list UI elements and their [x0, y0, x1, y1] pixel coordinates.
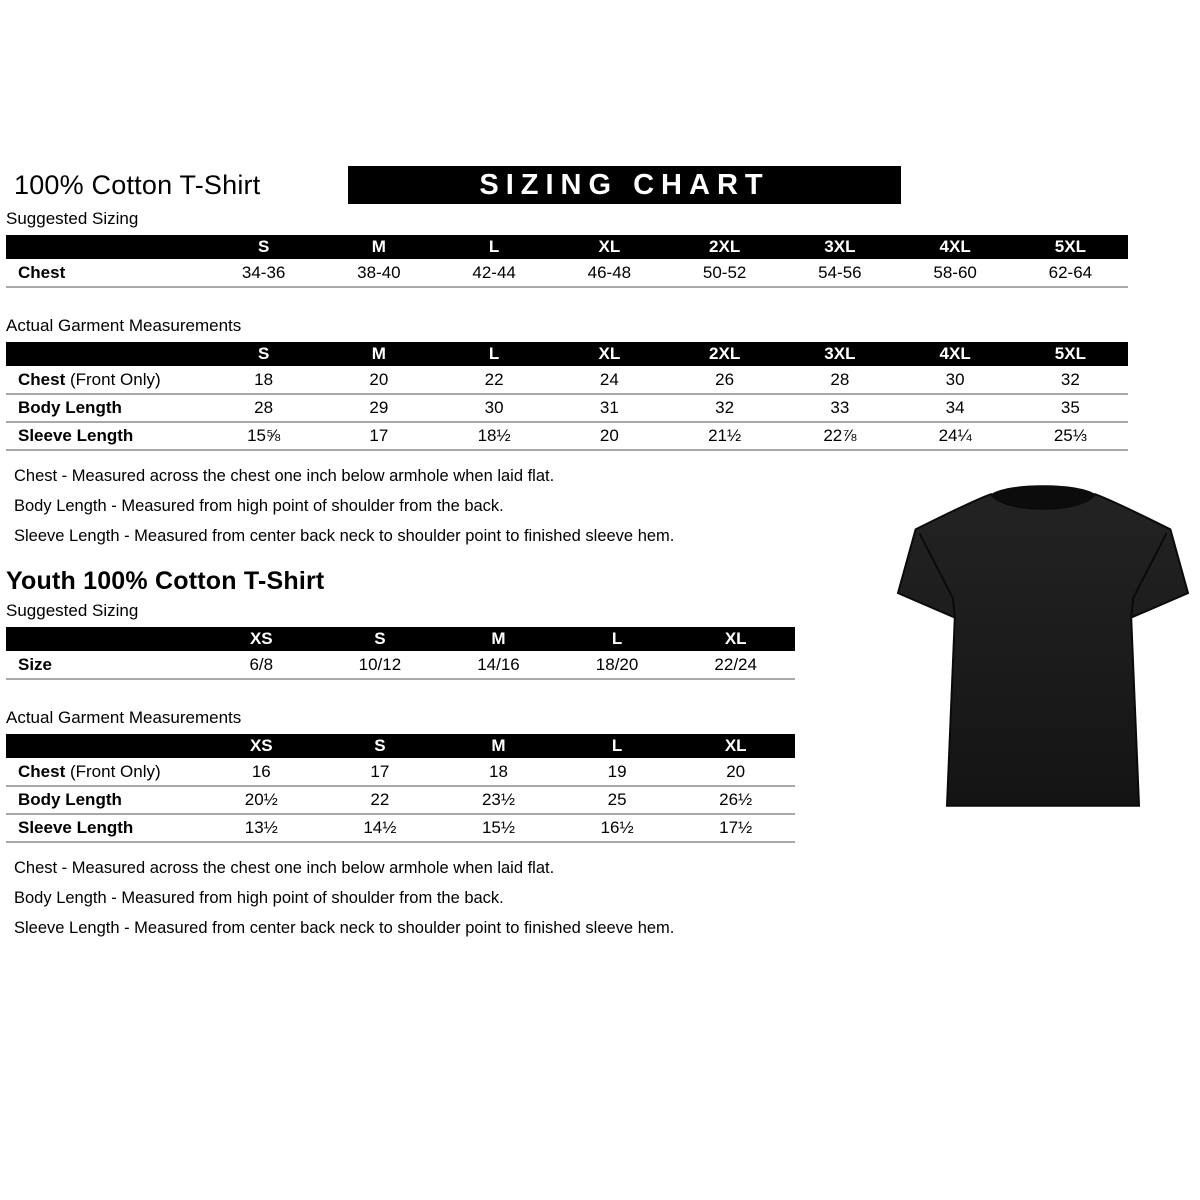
size-column-header: 5XL: [1013, 235, 1128, 259]
youth-garment-measurements-label: Actual Garment Measurements: [6, 708, 242, 727]
measurement-cell: 22: [484, 369, 504, 389]
table-row: [6, 366, 1128, 394]
measurement-cell: 17: [369, 426, 389, 445]
measurement-cell: 38-40: [357, 262, 401, 282]
measurement-cell: 17: [370, 761, 390, 781]
table-row: [6, 814, 795, 842]
size-column-header: XL: [552, 342, 667, 366]
measurement-cell: 16: [251, 761, 271, 781]
size-column-header: M: [321, 235, 436, 259]
row-label: Body Length: [18, 790, 122, 809]
table-header-row: [6, 342, 1128, 366]
row-label: Chest (Front Only): [18, 369, 161, 389]
youth-suggested-sizing-label: Suggested Sizing: [6, 601, 139, 620]
measurement-cell: 42-44: [472, 262, 516, 282]
size-column-header: M: [321, 342, 436, 366]
table-row: [6, 394, 1128, 422]
measurement-cell: 34-36: [241, 262, 286, 282]
measurement-cell: 35: [1060, 398, 1080, 417]
measurement-cell: 21½: [708, 426, 742, 445]
measurement-cell: 58-60: [933, 262, 977, 282]
table-header-corner: [6, 734, 202, 758]
measurement-cell: 17½: [719, 818, 753, 837]
note-body-length: Body Length - Measured from high point of shoulder from the back.: [14, 889, 504, 907]
header-row: [0, 0, 1200, 204]
measurement-cell: 15½: [481, 818, 516, 837]
measurement-cell: 25⅓: [1053, 426, 1087, 445]
youth-garment-measurements-table: [6, 734, 795, 843]
adult-suggested-sizing-label: Suggested Sizing: [6, 209, 139, 228]
measurement-cell: 24¼: [938, 426, 972, 445]
tshirt-graphic: [896, 478, 1190, 816]
size-column-header: XS: [202, 627, 321, 651]
size-column-header: S: [321, 627, 440, 651]
table-header-row: [6, 627, 795, 651]
measurement-cell: 23½: [481, 790, 516, 809]
youth-measurement-notes: [14, 853, 1200, 943]
measurement-cell: 20: [599, 426, 619, 445]
measurement-cell: 22⅞: [823, 426, 857, 445]
adult-garment-measurements-label: Actual Garment Measurements: [6, 316, 242, 335]
measurement-cell: 10/12: [358, 654, 402, 674]
measurement-cell: 20: [369, 369, 389, 389]
size-column-header: L: [558, 734, 677, 758]
table-header-row: [6, 734, 795, 758]
measurement-cell: 24: [599, 369, 619, 389]
tshirt-body-shape: [898, 494, 1188, 806]
size-column-header: M: [439, 734, 558, 758]
adult-suggested-sizing-table: [6, 235, 1128, 288]
table-row: [6, 786, 795, 814]
size-column-header: 3XL: [782, 235, 897, 259]
table-row: [6, 422, 1128, 450]
adult-garment-measurements-table: [6, 342, 1128, 451]
table-row: [6, 758, 795, 786]
size-column-header: XL: [552, 235, 667, 259]
measurement-cell: 13½: [244, 818, 278, 837]
row-label: Sleeve Length: [18, 426, 134, 445]
table-row: [6, 651, 795, 679]
measurement-cell: 30: [484, 398, 504, 417]
row-label: Size: [18, 654, 53, 674]
sizing-chart-banner: SIZING CHART: [348, 166, 901, 204]
size-column-header: XS: [202, 734, 321, 758]
size-column-header: 2XL: [667, 342, 782, 366]
measurement-cell: 33: [830, 398, 850, 417]
measurement-cell: 19: [607, 761, 627, 781]
measurement-cell: 29: [369, 398, 389, 417]
note-chest: Chest - Measured across the chest one inch below armhole when laid flat.: [14, 467, 555, 485]
row-label: Body Length: [18, 398, 122, 417]
measurement-cell: 28: [830, 369, 850, 389]
measurement-cell: 34: [945, 398, 965, 417]
measurement-cell: 28: [254, 398, 274, 417]
size-column-header: 4XL: [898, 235, 1013, 259]
table-header-corner: [6, 627, 202, 651]
youth-title: Youth 100% Cotton T-Shirt: [6, 567, 325, 595]
note-sleeve-length: Sleeve Length - Measured from center back neck to shoulder point to finished sleeve hem.: [14, 919, 675, 937]
table-header-corner: [6, 235, 206, 259]
size-column-header: S: [206, 342, 321, 366]
table-header-row: [6, 235, 1128, 259]
table-header-corner: [6, 342, 206, 366]
measurement-cell: 18: [489, 761, 508, 781]
measurement-cell: 6/8: [249, 654, 274, 674]
measurement-cell: 14/16: [477, 654, 520, 674]
measurement-cell: 26: [715, 369, 735, 389]
size-column-header: 3XL: [782, 342, 897, 366]
row-label: Chest (Front Only): [18, 761, 161, 781]
measurement-cell: 20: [726, 761, 746, 781]
size-column-header: L: [558, 627, 677, 651]
measurement-cell: 30: [945, 369, 965, 389]
size-column-header: L: [437, 235, 552, 259]
tshirt-image: [896, 478, 1190, 816]
measurement-cell: 22: [370, 790, 390, 809]
measurement-cell: 50-52: [702, 262, 747, 282]
measurement-cell: 46-48: [587, 262, 632, 282]
size-column-header: S: [206, 235, 321, 259]
table-row: [6, 259, 1128, 287]
measurement-cell: 18/20: [595, 654, 639, 674]
note-body-length: Body Length - Measured from high point of shoulder from the back.: [14, 497, 504, 515]
note-chest: Chest - Measured across the chest one inch below armhole when laid flat.: [14, 859, 555, 877]
note-sleeve-length: Sleeve Length - Measured from center back neck to shoulder point to finished sleeve hem.: [14, 527, 675, 545]
measurement-cell: 31: [599, 398, 619, 417]
size-column-header: XL: [676, 734, 795, 758]
measurement-cell: 14½: [363, 818, 397, 837]
measurement-cell: 15⅝: [247, 426, 281, 445]
measurement-cell: 62-64: [1048, 262, 1093, 282]
size-column-header: XL: [676, 627, 795, 651]
row-label: Sleeve Length: [18, 818, 134, 837]
measurement-cell: 18: [254, 369, 274, 389]
measurement-cell: 16½: [600, 818, 634, 837]
measurement-cell: 25: [607, 790, 627, 809]
measurement-cell: 54-56: [818, 262, 862, 282]
measurement-cell: 20½: [244, 790, 278, 809]
size-column-header: 2XL: [667, 235, 782, 259]
size-column-header: L: [437, 342, 552, 366]
measurement-cell: 18½: [477, 426, 511, 445]
size-column-header: 5XL: [1013, 342, 1128, 366]
size-column-header: M: [439, 627, 558, 651]
youth-suggested-sizing-table: [6, 627, 795, 680]
measurement-cell: 32: [1060, 369, 1080, 389]
measurement-cell: 22/24: [714, 654, 757, 674]
page-title: 100% Cotton T-Shirt: [14, 170, 261, 200]
measurement-cell: 26½: [719, 790, 753, 809]
row-label: Chest: [18, 262, 66, 282]
measurement-cell: 32: [715, 398, 735, 417]
size-column-header: S: [321, 734, 440, 758]
size-column-header: 4XL: [898, 342, 1013, 366]
